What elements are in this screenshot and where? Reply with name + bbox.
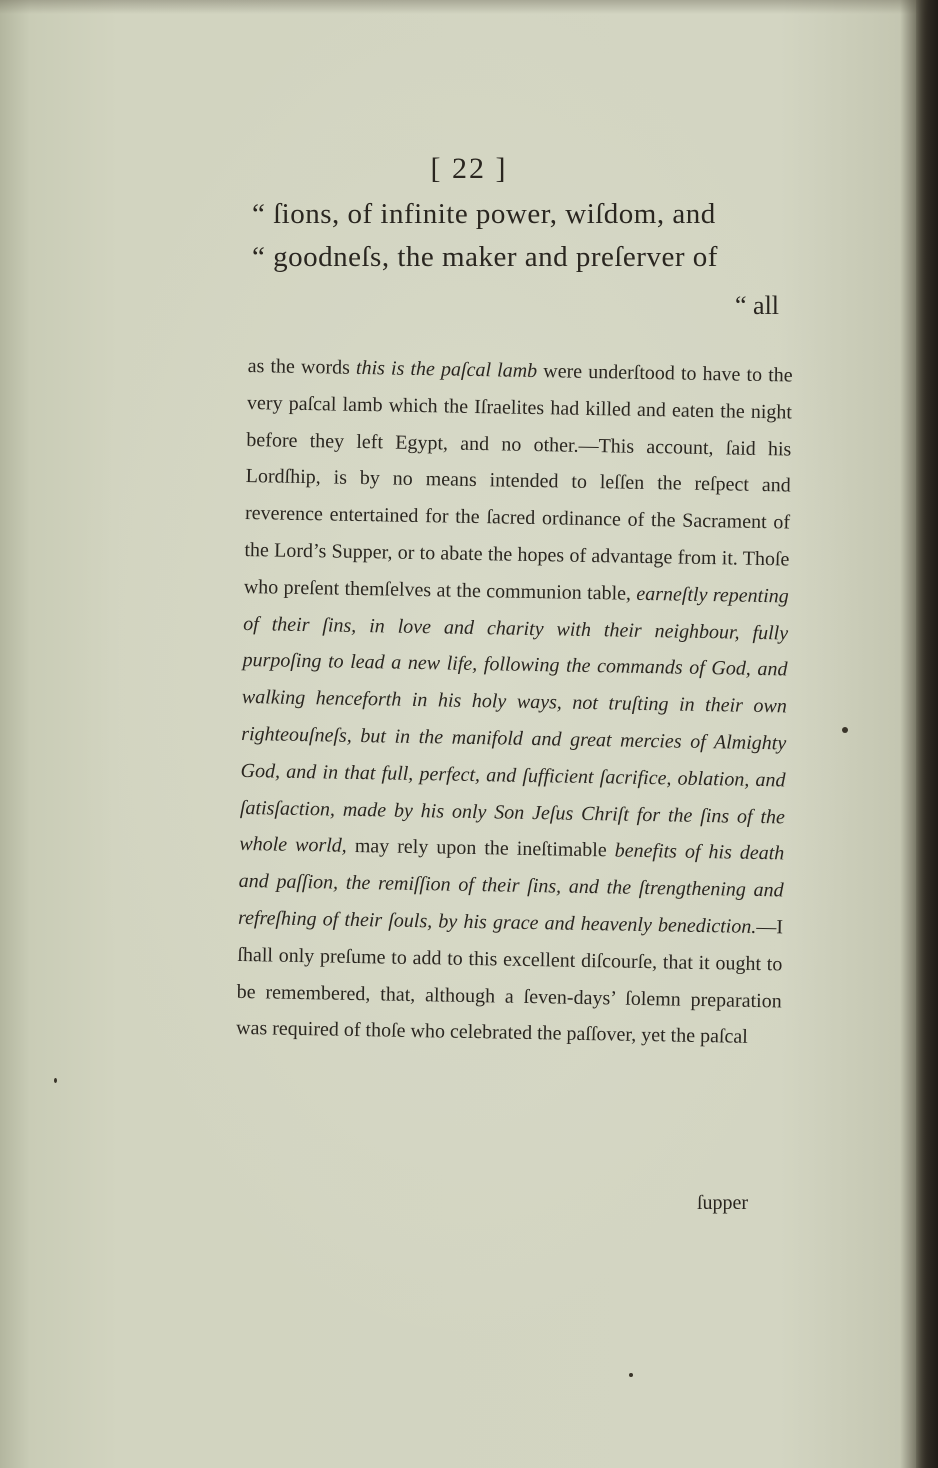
footnote-paragraph — [236, 348, 793, 1057]
ink-spot — [842, 727, 848, 733]
page-top-shadow — [0, 0, 938, 14]
catchword-bottom: ſupper — [697, 1192, 749, 1214]
note-segment: —I ſhall only preſume to add to this excellent diſcourſe, that it ought to be remembered, that, although a ſeven-days’ ſolemn preparation was required of thoſe who celebrated the paſſover, yet the paſcal — [235, 915, 784, 1049]
page-edge — [916, 0, 938, 1468]
note-segment: were underſtood to have to the very paſcal lamb which the Iſraelites had killed and eaten the night before they left Egypt, and no other.—This account, ſaid his Lordſhip, is by no means intended to leſſen the reſpect and reverence entertained for the ſacred ordinance of the Sacrament of the Lord’s Supper, or to abate the hopes of advantage from it. Thoſe who preſent themſelves at the communion table, — [243, 360, 793, 605]
page-number: [ 22 ] — [430, 152, 508, 185]
ink-spot — [54, 1078, 57, 1083]
catchword-top: “ all — [735, 291, 780, 320]
ink-spot — [629, 1373, 633, 1377]
quote-line-1: “ ſions, of infinite power, wiſdom, and — [252, 198, 716, 230]
note-segment-italic: this is the paſcal lamb — [355, 356, 538, 383]
note-segment-italic: benefits of his death and paſſion, the remiſſion of their ſins, and the ſtrengthening and refreſhing of their ſouls, by his grace and heavenly benediction. — [237, 839, 785, 938]
note-segment-italic: earneſtly repenting of their ſins, in love and charity with their neighbour, fully purpoſing to lead a new life, following the commands of God, and walking henceforth in his holy ways, not truſting in their own righteouſneſs, but in the manifold and great mercies of Almighty God, and in that full, perfect, and ſufficient ſacrifice, oblation, and ſatisſaction, made by his only Son Jeſus Chriſt for the ſins of the whole world, — [239, 582, 789, 858]
note-segment: may rely upon the ineſtimable — [346, 835, 615, 862]
note-segment: as the words — [247, 354, 357, 379]
quote-line-2: “ goodneſs, the maker and preſerver of — [252, 241, 718, 273]
